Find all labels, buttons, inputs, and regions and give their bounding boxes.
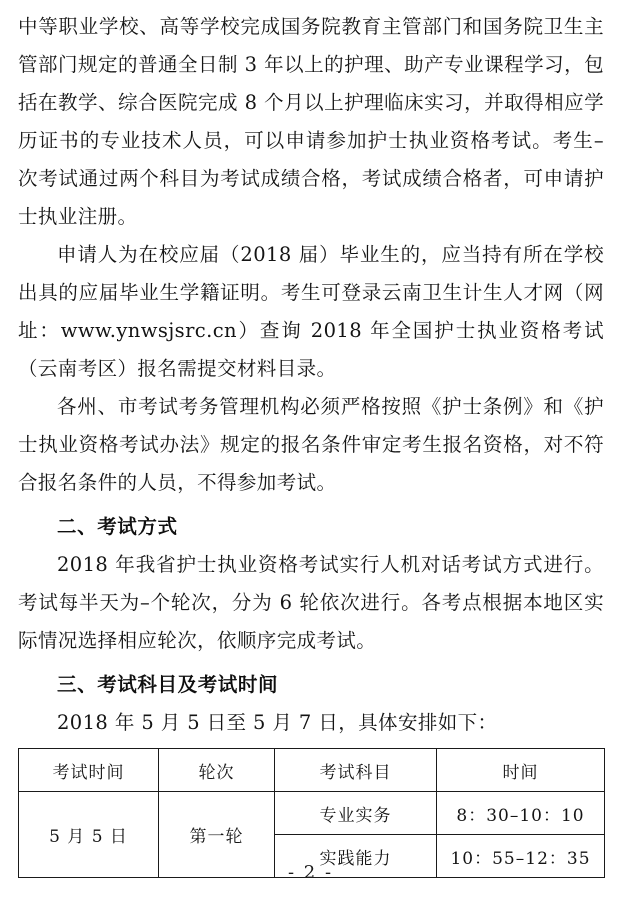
table-header-row xyxy=(19,749,605,792)
column-header-date: 考试时间 xyxy=(19,749,159,792)
paragraph-exam-method: 2018 年我省护士执业资格考试实行人机对话考试方式进行。考试每半天为–个轮次，分为 6 轮依次进行。各考点根据本地区实际情况选择相应轮次，依顺序完成考试。 xyxy=(18,553,604,652)
exam-schedule-table xyxy=(18,748,605,878)
cell-time: 8：30–10：10 xyxy=(437,792,605,835)
paragraph-exam-dates: 2018 年 5 月 5 日至 5 月 7 日，具体安排如下： xyxy=(57,711,498,734)
paragraph-eligibility: 中等职业学校、高等学校完成国务院教育主管部门和国务院卫生主管部门规定的普通全日制 3 年以上的护理、助产专业课程学习，包括在教学、综合医院完成 8 个月以上护理临床实习，并取得相应学历证书的专业技术人员，可以申请参加护士执业资格考试。考生–次考试通过两个科目为考试成绩合格，考试成绩合格者，可申请护士执业注册。 xyxy=(18,15,604,228)
cell-subject: 专业实务 xyxy=(275,792,437,835)
cell-date: 5 月 5 日 xyxy=(19,792,159,878)
heading-exam-subjects: 三、考试科目及考试时间 xyxy=(57,673,279,696)
cell-time: 10：55–12：35 xyxy=(437,835,605,878)
paragraph-applicant-certificate: 申请人为在校应届（2018 届）毕业生的，应当持有所在学校出具的应届毕业生学籍证明。考生可登录云南卫生计生人才网（网址：www.ynwsjsrc.cn）查询 2018 年全国护士执业资格考试（云南考区）报名需提交材料目录。 xyxy=(18,243,604,380)
column-header-subject: 考试科目 xyxy=(275,749,437,792)
column-header-round: 轮次 xyxy=(159,749,275,792)
schedule-table-wrapper xyxy=(18,748,604,878)
paragraph-qualification-review: 各州、市考试考务管理机构必须严格按照《护士条例》和《护士执业资格考试办法》规定的报名条件审定考生报名资格，对不符合报名条件的人员，不得参加考试。 xyxy=(18,395,604,494)
column-header-time: 时间 xyxy=(437,749,605,792)
table-row xyxy=(19,792,605,835)
document-body xyxy=(18,8,604,742)
cell-round: 第一轮 xyxy=(159,792,275,878)
cell-subject: 实践能力 xyxy=(275,835,437,878)
page-number: - 2 - xyxy=(287,862,334,883)
heading-exam-method: 二、考试方式 xyxy=(57,515,178,538)
